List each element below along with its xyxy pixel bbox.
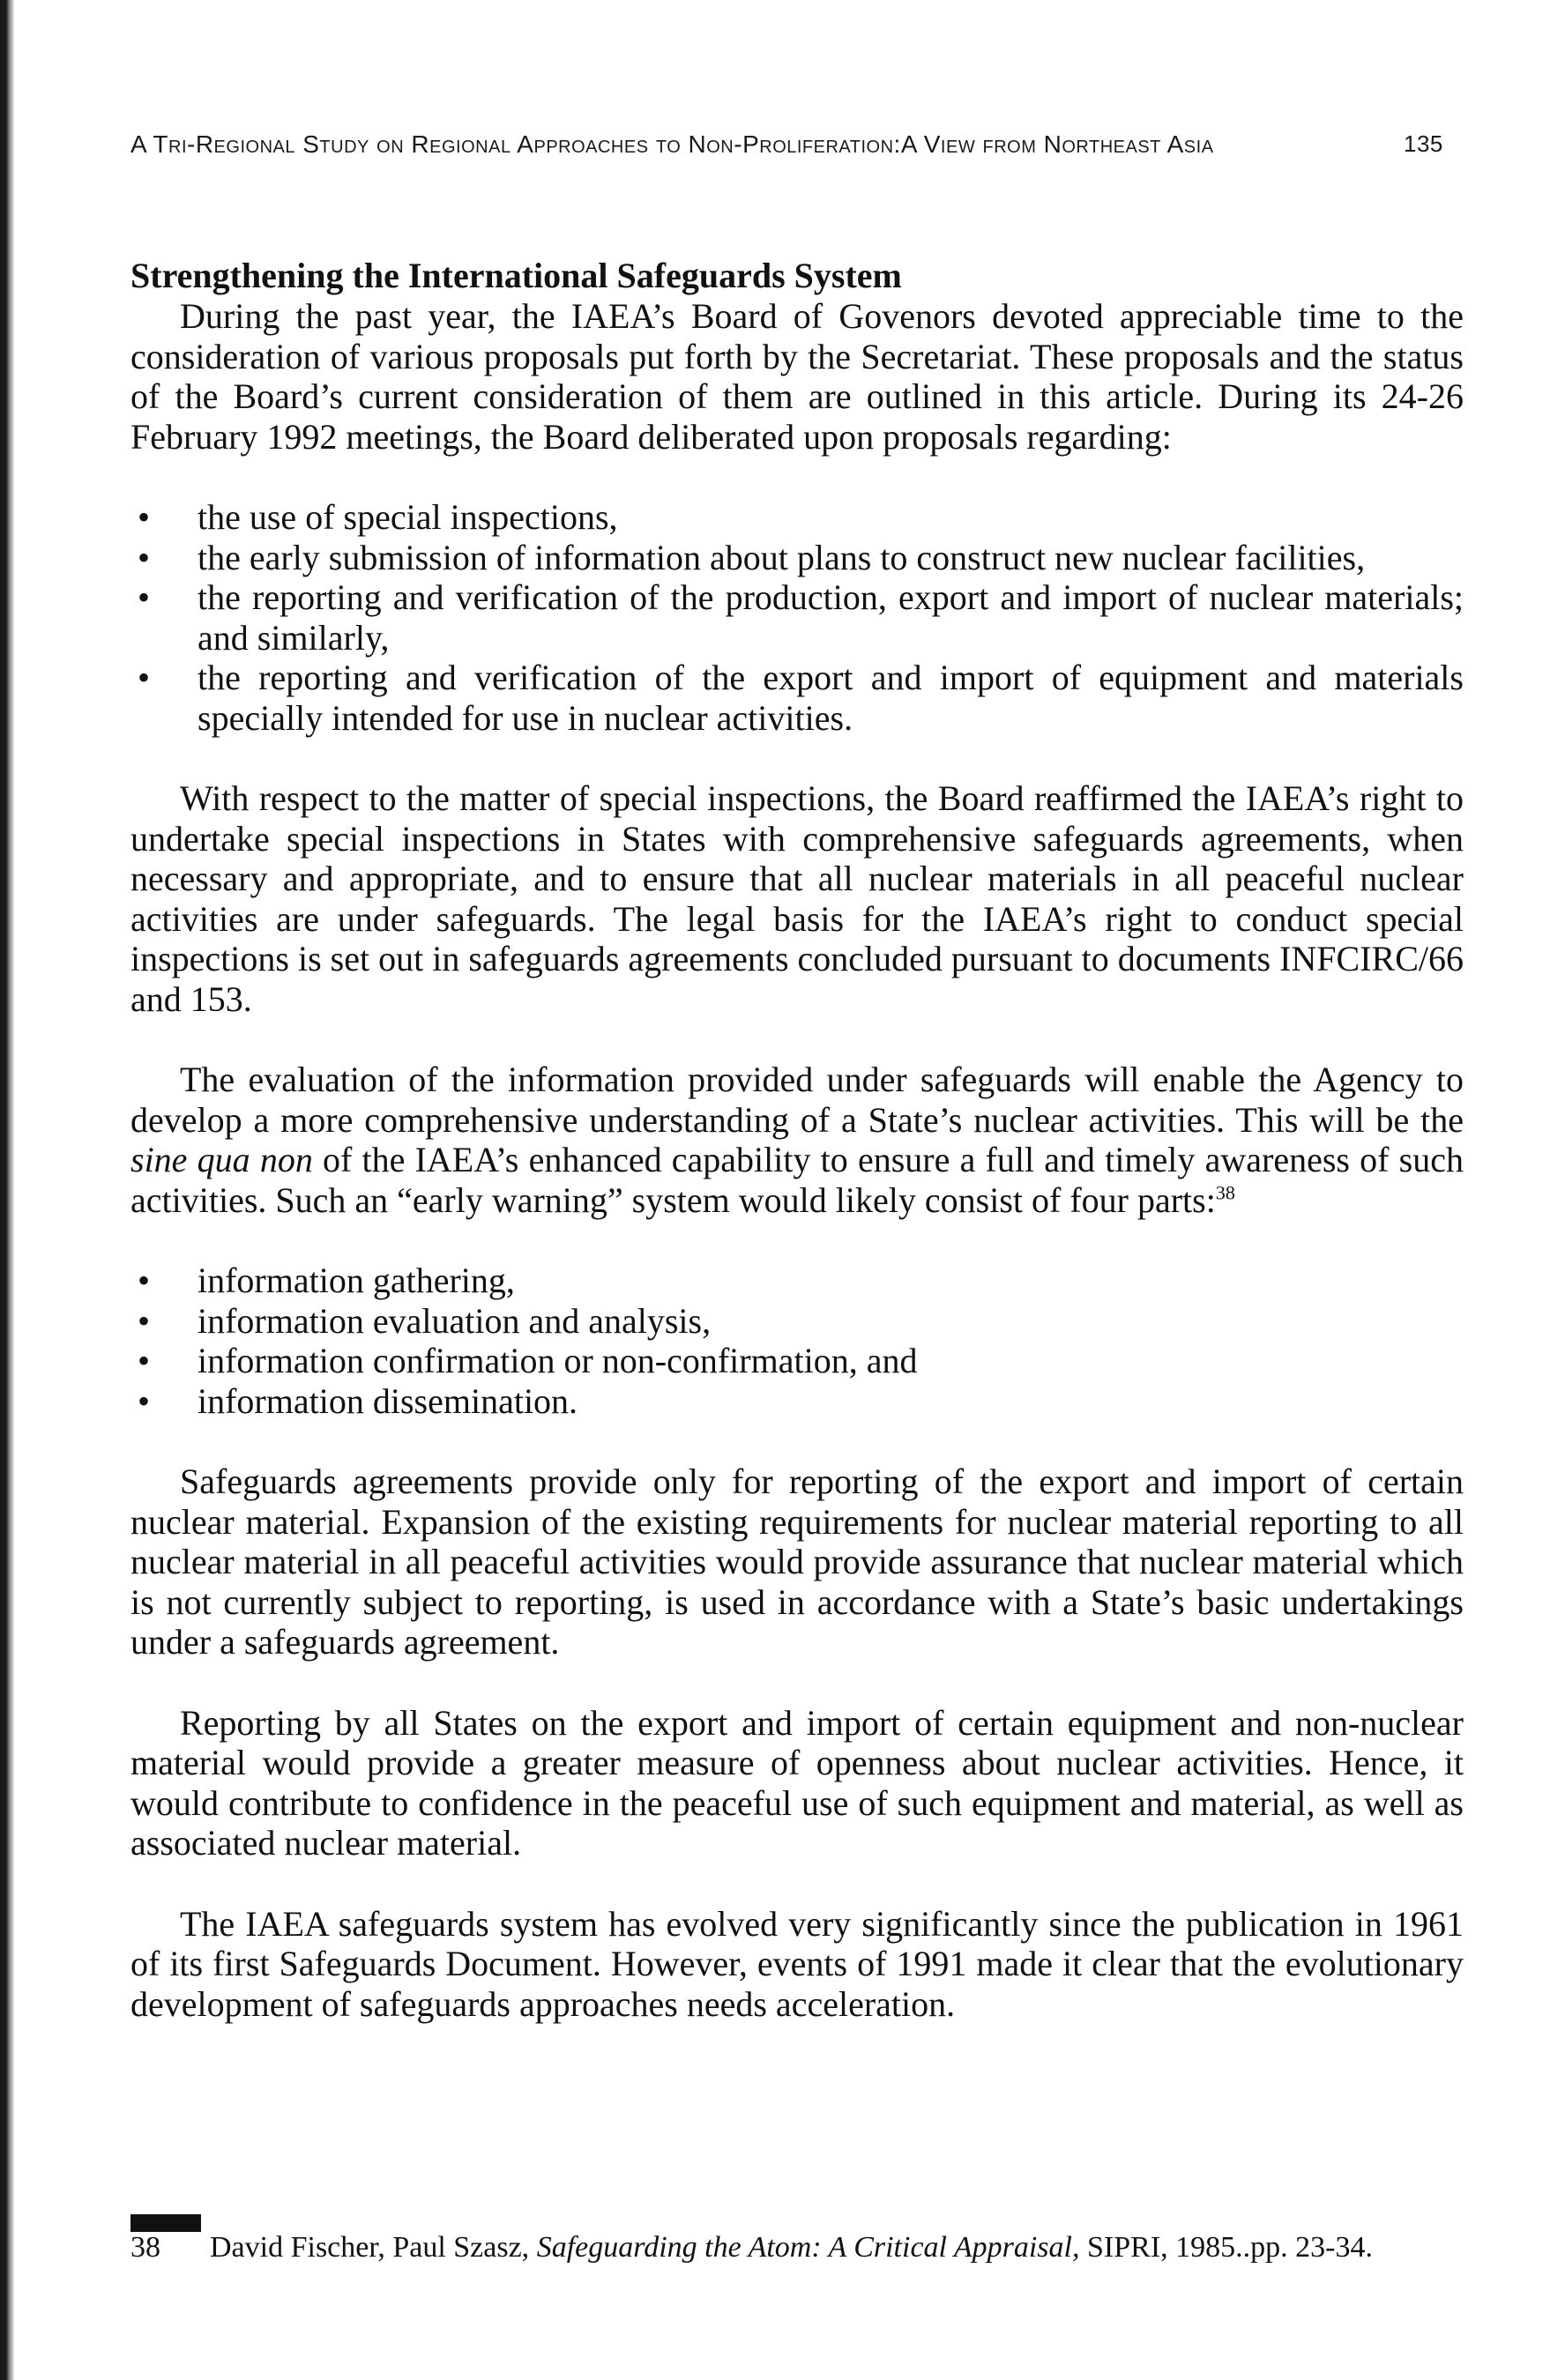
spacer xyxy=(130,1421,1464,1461)
list-item: • information dissemination. xyxy=(138,1380,578,1421)
main-text xyxy=(130,256,1464,2024)
list-item: • information confirmation or non-confirmation, and xyxy=(138,1341,918,1380)
early-warning-list xyxy=(130,1261,1464,1421)
spacer xyxy=(130,1220,1464,1261)
spacer xyxy=(130,1863,1464,1904)
special-inspections-paragraph: With respect to the matter of special inspections, the Board reaffirmed the IAEA’s right to undertake special inspections in States with comprehensive safeguards agreements, when necessary and appropriate, and to ensure that all nuclear materials in all peaceful nuclear activities are under safeguards. The legal basis for the IAEA’s right to conduct special inspections is set out in safeguards agreements concluded pursuant to documents INFCIRC/66 and 153. xyxy=(130,778,1464,1019)
bullet-icon: • xyxy=(138,1300,151,1341)
latin-phrase: sine qua non xyxy=(130,1140,313,1179)
evolution-paragraph: The IAEA safeguards system has evolved very significantly since the publication in 1961 of its first Safeguards Document. However, events of 1991 made it clear that the evolutionary development of safeguards approaches needs acceleration. xyxy=(130,1903,1464,2024)
spacer xyxy=(130,1662,1464,1703)
equipment-reporting-paragraph: Reporting by all States on the export and import of certain equipment and non-nuclear material would provide a greater measure of openness about nuclear activities. Hence, it would contribute to confidence in the peaceful use of such equipment and material, as well as associated nuclear material. xyxy=(130,1702,1464,1863)
footnote-book-title: Safeguarding the Atom: A Critical Appraisal, xyxy=(536,2231,1080,2264)
list-item: • information gathering, xyxy=(138,1261,515,1300)
bullet-icon: • xyxy=(138,497,151,537)
list-item: • the use of special inspections, xyxy=(138,497,618,537)
section-heading: Strengthening the International Safeguards System xyxy=(130,256,902,295)
list-item: • the reporting and verification of the export and import of equipment and materials specially intended for use in nuclear activities. xyxy=(138,658,1464,738)
footnote-rule xyxy=(130,2214,201,2232)
footnote-number: 38 xyxy=(130,2231,160,2264)
list-item: • the early submission of information about plans to construct new nuclear facilities, xyxy=(138,537,1366,577)
proposals-list xyxy=(130,497,1464,738)
material-reporting-paragraph: Safeguards agreements provide only for reporting of the export and import of certain nuclear material. Expansion of the existing requirements for nuclear material reporting to all nuclear material in all peaceful activities would provide assurance that nuclear material which is not currently subject to reporting, is used in accordance with a State’s basic undertakings under a safeguards agreement. xyxy=(130,1461,1464,1662)
bullet-icon: • xyxy=(138,1380,151,1421)
running-header xyxy=(130,130,1453,159)
footnote-reference[interactable]: 38 xyxy=(1215,1181,1235,1204)
footnote-publication: SIPRI, 1985..pp. 23-34. xyxy=(1079,2231,1373,2264)
bullet-icon: • xyxy=(138,1261,151,1300)
list-item: • the reporting and verification of the production, export and import of nuclear materials; and similarly, xyxy=(138,577,1464,658)
footnote-authors: David Fischer, Paul Szasz, xyxy=(210,2231,537,2264)
bullet-icon: • xyxy=(138,1341,151,1380)
bullet-icon: • xyxy=(138,577,151,617)
list-item: • information evaluation and analysis, xyxy=(138,1300,712,1341)
spacer xyxy=(130,457,1464,497)
footnote xyxy=(130,2230,1453,2265)
spacer xyxy=(130,738,1464,778)
page-number: 135 xyxy=(1404,130,1443,157)
running-title: A Tri-Regional Study on Regional Approaches to Non-Proliferation:A View from Northeast Asia xyxy=(130,130,1214,158)
bullet-icon: • xyxy=(138,537,151,577)
bullet-icon: • xyxy=(138,658,151,697)
intro-paragraph: During the past year, the IAEA’s Board of Govenors devoted appreciable time to the consideration of various proposals put forth by the Secretariat. These proposals and the status of the Board’s current consideration of them are outlined in this article. During its 24-26 February 1992 meetings, the Board deliberated upon proposals regarding: xyxy=(130,296,1464,457)
evaluation-paragraph: The evaluation of the information provided under safeguards will enable the Agency to develop a more comprehensive understanding of a State’s nuclear activities. This will be the sine qua non of the IAEA’s enhanced capability to ensure a full and timely awareness of such activities. Such an “early warning” system would likely consist of four parts:$^{38}$ xyxy=(130,1060,1464,1220)
spacer xyxy=(130,1019,1464,1060)
